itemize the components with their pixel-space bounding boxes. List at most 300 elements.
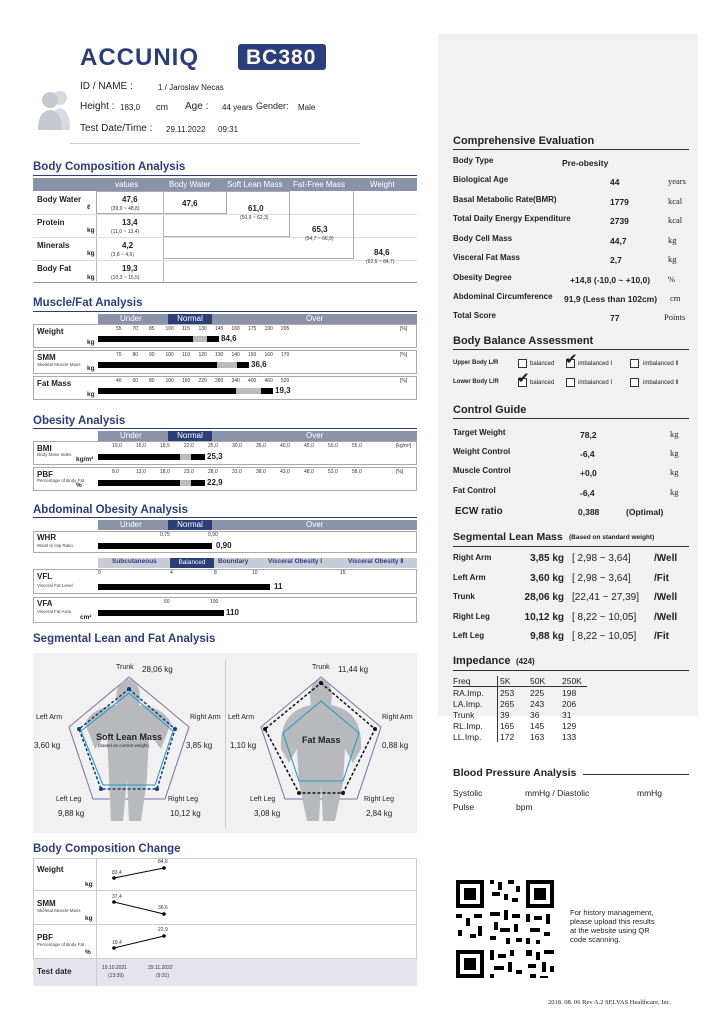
ob-bmi-scale-6: 35,0 xyxy=(256,443,266,449)
vfl-sub: Visceral Fat Level xyxy=(37,583,73,588)
mf-smm-scale-9: 160 xyxy=(264,352,273,358)
qr-text-2: please upload this results xyxy=(570,917,655,926)
mf-smm-scale-6: 130 xyxy=(215,352,224,358)
mf-smm-pct: [%] xyxy=(400,352,408,358)
control-label-3: Fat Control xyxy=(453,486,496,495)
ob-bmi-scale-3: 22,0 xyxy=(184,443,194,449)
lower-balanced-label: balanced xyxy=(530,380,555,386)
imp-cell-2-1: 39 xyxy=(500,710,510,720)
ob-pbf-scale-8: 48,0 xyxy=(304,469,314,475)
fat-trunk-label: Trunk xyxy=(312,664,330,671)
lean-right-arm-label: Right Arm xyxy=(190,714,221,721)
bc-row-water-label: Body Water xyxy=(37,195,82,204)
mf-fat-mass-bar-end xyxy=(261,388,273,394)
mf-weight-unit: kg xyxy=(87,339,95,346)
ob-pbf-scale-unit: [%] xyxy=(396,469,404,475)
eval-label-7: Abdominal Circumference xyxy=(453,292,553,301)
mf-smm-scale-10: 170 xyxy=(281,352,290,358)
eval-label-8: Total Score xyxy=(453,311,496,320)
vfl-tick-15: 15 xyxy=(340,570,346,576)
balance-upper-label: Upper Body L/R xyxy=(453,360,499,366)
vfl-h-vo1: Visceral Obesity Ⅰ xyxy=(268,558,323,565)
mf-fat-mass-scale-1: 60 xyxy=(132,378,139,384)
mf-weight-pct: [%] xyxy=(400,326,408,332)
mf-weight-scale-8: 175 xyxy=(248,326,257,332)
height-label: Height : xyxy=(80,101,115,112)
eval-value-6: +14,8 (-10,0 ~ +10,0) xyxy=(570,275,651,285)
seglean-label-1: Left Arm xyxy=(453,573,486,582)
change-title: Body Composition Change xyxy=(33,843,181,855)
ob-pbf-scale-1: 13,0 xyxy=(136,469,146,475)
body-comp-grid xyxy=(33,191,417,283)
ob-bmi-scale-unit: [kg/m²] xyxy=(396,443,412,449)
mf-weight-scale-0: 55 xyxy=(116,326,122,332)
ob-bmi-scale-2: 18,5 xyxy=(160,443,170,449)
eval-label-1: Biological Age xyxy=(453,175,509,184)
eval-unit-5: kg xyxy=(668,254,677,264)
eval-label-2: Basal Metabolic Rate(BMR) xyxy=(453,195,557,204)
control-label-2: Muscle Control xyxy=(453,466,511,475)
ob-bmi-value: 25,3 xyxy=(207,452,223,461)
mf-fat-mass-scale-6: 280 xyxy=(215,378,224,384)
gender-label: Gender: xyxy=(256,101,289,111)
seglean-label-2: Trunk xyxy=(453,592,475,601)
obesity-title: Obesity Analysis xyxy=(33,415,126,427)
vfl-bar xyxy=(98,584,270,590)
imp-cell-4-1: 172 xyxy=(500,732,515,742)
bc-row-protein-unit: kg xyxy=(87,227,95,234)
control-value-1: -6,4 xyxy=(580,449,595,459)
impedance-title: Impedance xyxy=(453,655,511,667)
mf-fat-mass-pct: [%] xyxy=(400,378,408,384)
mf-smm-scale-5: 120 xyxy=(198,352,207,358)
ob-pbf-bar-end xyxy=(191,480,205,486)
control-unit-3: kg xyxy=(670,487,679,497)
col-slm: Soft Lean Mass xyxy=(227,180,283,189)
mf-weight-scale-7: 160 xyxy=(231,326,240,332)
imp-cell-4-0: LL.Imp. xyxy=(453,732,482,742)
brand-logo: ACCUNIQ xyxy=(80,44,199,71)
eval-unit-1: years xyxy=(668,176,686,186)
eval-value-5: 2,7 xyxy=(610,255,622,265)
fat-left-leg-label: Left Leg xyxy=(250,796,276,803)
date-label: Test Date/Time : xyxy=(80,123,153,134)
imp-cell-1-1: 265 xyxy=(500,699,515,709)
chg-pbf-label: PBF xyxy=(37,933,53,942)
body-comp-rule xyxy=(33,175,417,176)
bp-mmhg2: mmHg xyxy=(637,788,663,798)
change-divider-2 xyxy=(33,924,417,925)
lean-left-leg-label: Left Leg xyxy=(56,796,82,803)
mf-smm-scale-4: 110 xyxy=(182,352,190,358)
vfl-value: 11 xyxy=(274,582,283,591)
qr-code-icon xyxy=(450,874,560,984)
bp-bpm: bpm xyxy=(516,802,533,812)
control-label-1: Weight Control xyxy=(453,447,511,456)
chg-smm-v1: 37,4 xyxy=(112,894,122,900)
mf-weight-scale-9: 190 xyxy=(264,326,273,332)
bc-slm-range: (50,9 ~ 62,3) xyxy=(240,215,269,221)
mf-smm-unit: kg xyxy=(87,365,95,372)
chg-smm-unit: kg xyxy=(85,915,93,922)
lean-left-arm-value: 3,60 kg xyxy=(34,741,61,750)
lean-trunk-label: Trunk xyxy=(116,664,134,671)
ob-bmi-scale-4: 25,0 xyxy=(208,443,218,449)
fat-right-arm-label: Right Arm xyxy=(382,714,413,721)
lean-center-label: Soft Lean Mass xyxy=(96,732,163,742)
obesity-rule xyxy=(33,428,417,429)
bc-ffm: 65,3 xyxy=(312,225,328,234)
mf-fat-mass-label: Fat Mass xyxy=(37,379,72,388)
imp-cell-3-2: 145 xyxy=(530,721,545,731)
eval-unit-7: cm xyxy=(670,293,681,303)
vfl-tick-4: 4 xyxy=(170,570,173,576)
impedance-col-rule xyxy=(497,676,498,742)
mf-fat-mass-scale-2: 80 xyxy=(149,378,155,384)
control-unit-2: kg xyxy=(670,467,679,477)
ob-bmi-sub: Body Mass Index xyxy=(37,452,72,457)
seglean-status-0: /Well xyxy=(654,553,678,564)
muscle-fat-header xyxy=(98,314,417,324)
mf-fat-mass-scale-3: 100 xyxy=(165,378,174,384)
muscle-fat-rule xyxy=(33,311,417,312)
ob-pbf-scale-9: 53,0 xyxy=(328,469,338,475)
mf-smm-value: 36,6 xyxy=(251,360,267,369)
mf-weight-value: 84,6 xyxy=(221,334,237,343)
seglean-label-3: Right Leg xyxy=(453,612,490,621)
ob-pbf-unit: % xyxy=(76,482,82,489)
avatar-icon xyxy=(36,86,72,130)
bc-row-protein-range: (11,0 ~ 13,4) xyxy=(111,229,140,235)
ob-pbf-scale-3: 23,0 xyxy=(184,469,194,475)
seglean-label-0: Right Arm xyxy=(453,553,492,562)
eval-value-0: Pre-obesity xyxy=(562,158,609,168)
bc-ffm-range: (54,7 ~ 66,9) xyxy=(305,236,334,242)
ab-over: Over xyxy=(306,520,324,529)
eval-unit-8: Points xyxy=(664,312,686,322)
seg-lean-title: Segmental Lean Mass xyxy=(453,531,563,543)
vfl-label: VFL xyxy=(37,572,53,581)
evaluation-rule xyxy=(453,149,689,150)
change-t1: (13:39) xyxy=(108,973,124,979)
eval-value-3: 2739 xyxy=(610,216,629,226)
mf-smm-bar xyxy=(98,362,217,368)
seglean-status-1: /Fit xyxy=(654,573,669,584)
fat-right-leg-value: 2,84 kg xyxy=(366,809,393,818)
ecw-value: 0,388 xyxy=(578,507,600,517)
ob-bmi-unit: kg/m² xyxy=(76,456,94,463)
vfa-sub: Visceral Fat Area xyxy=(37,609,72,614)
col-body-water: Body Water xyxy=(169,180,211,189)
mf-smm-scale-7: 140 xyxy=(231,352,240,358)
mf-weight-scale-1: 70 xyxy=(132,326,139,332)
mf-normal: Normal xyxy=(168,314,212,324)
mf-smm-sub: Skeletal Muscle Mass xyxy=(37,362,81,367)
mf-fat-mass-value: 19,3 xyxy=(275,386,291,395)
bc-slm: 61,0 xyxy=(248,204,264,213)
vfl-tick-0: 0 xyxy=(98,570,101,576)
bc-row-minerals-value: 4,2 xyxy=(122,241,134,250)
mf-smm-bar-end xyxy=(237,362,249,368)
bp-rule xyxy=(583,774,689,775)
mf-weight-bar-end xyxy=(207,336,219,342)
eval-label-0: Body Type xyxy=(453,156,494,165)
control-rule xyxy=(453,418,689,419)
ob-over: Over xyxy=(306,431,324,440)
ob-pbf-sub: Percentage of Body Fat xyxy=(37,478,85,483)
age-label: Age : xyxy=(185,101,209,112)
bp-pulse: Pulse xyxy=(453,802,475,812)
mf-weight-scale-5: 130 xyxy=(198,326,207,332)
ob-bmi-scale-10: 55,0 xyxy=(352,443,362,449)
mf-smm-label: SMM xyxy=(37,353,56,362)
footer: 2018. 08. 06 Rev A.2 SELVAS Healthcare, Inc. xyxy=(548,999,672,1006)
seglean-label-4: Left Leg xyxy=(453,631,485,640)
qr-text-1: For history management, xyxy=(570,908,654,917)
eval-label-3: Total Daily Energy Expenditure xyxy=(453,214,571,223)
whr-bar xyxy=(98,543,212,549)
seglean-range-1: [ 2,98 ~ 3,64] xyxy=(572,573,631,584)
mf-fat-mass-scale-8: 400 xyxy=(248,378,257,384)
control-value-0: 78,2 xyxy=(580,430,597,440)
change-divider-1 xyxy=(33,890,417,891)
imp-cell-4-3: 133 xyxy=(562,732,577,742)
balance-rule xyxy=(453,349,689,350)
bc-body-water: 47,6 xyxy=(182,199,198,208)
ab-under: Under xyxy=(120,520,142,529)
ob-bmi-bar-end xyxy=(191,454,205,460)
mf-over: Over xyxy=(306,314,324,323)
col-values: values xyxy=(115,180,139,189)
seglean-range-4: [ 8,22 ~ 10,05] xyxy=(572,631,637,642)
mf-weight-scale-10: 205 xyxy=(281,326,290,332)
height-unit: cm xyxy=(156,102,168,112)
lower-imbalanced1-checkbox xyxy=(566,378,575,387)
imp-cell-2-3: 31 xyxy=(562,710,572,720)
seglean-value-0: 3,85 kg xyxy=(530,553,564,564)
seglean-status-3: /Well xyxy=(654,612,678,623)
change-d2: 29.11.2022 xyxy=(148,965,173,971)
ecw-status: (Optimal) xyxy=(626,507,664,517)
vfl-h-vo2: Visceral Obesity Ⅱ xyxy=(348,558,404,565)
seg-lean-subtitle: (Based on standard weight) xyxy=(569,534,655,541)
eval-label-6: Obesity Degree xyxy=(453,273,512,282)
muscle-fat-title: Muscle/Fat Analysis xyxy=(33,297,143,309)
control-label-0: Target Weight xyxy=(453,428,506,437)
bc-row-fat-label: Body Fat xyxy=(37,264,72,273)
vfl-row xyxy=(33,569,417,594)
ob-pbf-scale-5: 33,0 xyxy=(232,469,242,475)
seglean-range-2: [22,41 ~ 27,39] xyxy=(572,592,640,603)
bc-weight-range: (62,6 ~ 84,7) xyxy=(366,259,395,265)
mf-fat-mass-scale-0: 40 xyxy=(116,378,122,384)
body-comp-title: Body Composition Analysis xyxy=(33,161,186,173)
control-value-2: +0,0 xyxy=(580,468,597,478)
imp-cell-2-0: Trunk xyxy=(453,710,475,720)
seg-lean-rule xyxy=(453,546,689,547)
control-value-3: -6,4 xyxy=(580,488,595,498)
ob-bmi-label: BMI xyxy=(37,444,52,453)
mf-fat-mass-scale-9: 460 xyxy=(264,378,273,384)
mf-smm-scale-8: 150 xyxy=(248,352,257,358)
bc-row-fat-value: 19,3 xyxy=(122,264,138,273)
imp-cell-1-2: 243 xyxy=(530,699,545,709)
whr-tick1: 0,75 xyxy=(160,532,170,538)
mf-weight-scale-4: 115 xyxy=(182,326,190,332)
imp-cell-0-1: 253 xyxy=(500,688,515,698)
seglean-value-1: 3,60 kg xyxy=(530,573,564,584)
chg-smm-label: SMM xyxy=(37,899,56,908)
change-d1: 19.10.2021 xyxy=(102,965,128,971)
mf-weight-scale-6: 145 xyxy=(215,326,224,332)
vfl-h-boundary: Boundary xyxy=(218,558,249,565)
mf-fat-mass-scale-10: 520 xyxy=(281,378,290,384)
fat-left-leg-value: 3,08 kg xyxy=(254,809,281,818)
imp-header-3: 250K xyxy=(562,676,582,686)
lower-imbalanced1-label: imbalanced Ⅰ xyxy=(578,380,613,386)
seglean-value-3: 10,12 kg xyxy=(524,612,564,623)
ab-normal: Normal xyxy=(168,520,212,530)
chg-weight-label: Weight xyxy=(37,865,64,874)
segmental-title: Segmental Lean and Fat Analysis xyxy=(33,633,216,645)
col-ffm: Fat-Free Mass xyxy=(293,180,346,189)
mf-smm-scale-0: 70 xyxy=(116,352,122,358)
lean-right-leg-label: Right Leg xyxy=(168,796,198,803)
abdominal-rule xyxy=(33,517,417,518)
bc-row-water-unit: ℓ xyxy=(87,204,91,211)
vfl-tick-8: 8 xyxy=(214,570,217,576)
id-label: ID / NAME : xyxy=(80,81,133,92)
eval-label-5: Visceral Fat Mass xyxy=(453,253,521,262)
vfa-unit: cm² xyxy=(80,614,92,621)
eval-unit-3: kcal xyxy=(668,215,683,225)
eval-value-7: 91,9 (Less than 102cm) xyxy=(564,294,658,304)
lean-trunk-value: 28,06 kg xyxy=(142,665,173,674)
imp-cell-4-2: 163 xyxy=(530,732,545,742)
mf-weight-scale-2: 85 xyxy=(149,326,155,332)
change-date-band xyxy=(33,959,417,986)
eval-unit-4: kg xyxy=(668,235,677,245)
chg-weight-line xyxy=(104,860,184,892)
evaluation-title: Comprehensive Evaluation xyxy=(453,135,595,147)
ob-bmi-scale-8: 45,0 xyxy=(304,443,314,449)
mf-weight-scale-3: 100 xyxy=(165,326,174,332)
bp-mmhg1: mmHg / Diastolic xyxy=(525,788,590,798)
imp-cell-2-2: 36 xyxy=(530,710,540,720)
whr-tick2: 0,90 xyxy=(208,532,218,538)
ob-pbf-scale-10: 58,0 xyxy=(352,469,362,475)
lower-imbalanced2-checkbox xyxy=(630,378,639,387)
upper-check-mark: ✔ xyxy=(565,351,578,368)
mf-fat-mass-scale-7: 340 xyxy=(231,378,240,384)
fat-right-leg-label: Right Leg xyxy=(364,796,394,803)
control-unit-1: kg xyxy=(670,448,679,458)
chg-pbf-v2: 22,9 xyxy=(158,927,168,933)
gender-value: Male xyxy=(298,103,316,112)
id-value: 1 / Jaroslav Necas xyxy=(158,83,224,92)
eval-value-1: 44 xyxy=(610,177,620,187)
change-col-sep xyxy=(96,858,97,986)
bc-row-minerals-range: (3,8 ~ 4,6) xyxy=(111,252,134,258)
date-value: 29.11.2022 xyxy=(166,125,206,134)
qr-text-3: at the website using QR xyxy=(570,926,650,935)
vfa-tick1: 50 xyxy=(164,599,170,605)
ob-pbf-scale-7: 43,0 xyxy=(280,469,290,475)
bc-row-protein-value: 13,4 xyxy=(122,218,138,227)
height-value: 183,0 xyxy=(120,103,141,112)
upper-balanced-label: balanced xyxy=(530,361,555,367)
chg-weight-unit: kg xyxy=(85,881,93,888)
upper-imbalanced2-checkbox xyxy=(630,359,639,368)
age-value: 44 years xyxy=(222,103,253,112)
model-name: BC380 xyxy=(246,46,317,69)
abdominal-header xyxy=(98,520,417,530)
vfl-h-balanced: Balanced xyxy=(170,558,214,568)
bc-row-fat-unit: kg xyxy=(87,274,95,281)
header-rule xyxy=(70,143,360,144)
lower-check-mark: ✔ xyxy=(517,370,530,387)
ob-bmi-scale-7: 40,0 xyxy=(280,443,290,449)
ob-bmi-scale-1: 15,0 xyxy=(136,443,146,449)
body-comp-header xyxy=(33,178,417,191)
lower-imbalanced2-label: imbalanced Ⅱ xyxy=(643,380,679,386)
seglean-range-0: [ 2,98 ~ 3,64] xyxy=(572,553,631,564)
ob-pbf-scale-0: 8,0 xyxy=(112,469,119,475)
eval-value-2: 1779 xyxy=(610,197,629,207)
mf-smm-scale-1: 80 xyxy=(132,352,139,358)
imp-cell-1-3: 206 xyxy=(562,699,577,709)
mf-under: Under xyxy=(120,314,142,323)
ob-pbf-scale-4: 28,0 xyxy=(208,469,218,475)
imp-cell-1-0: LA.Imp. xyxy=(453,699,483,709)
seglean-status-2: /Well xyxy=(654,592,678,603)
control-unit-0: kg xyxy=(670,429,679,439)
imp-header-1: 5K xyxy=(500,676,511,686)
chg-pbf-sub: Percentage of Body Fat xyxy=(37,942,85,947)
lean-right-leg-value: 10,12 kg xyxy=(170,809,201,818)
ob-pbf-value: 22,9 xyxy=(207,478,223,487)
chg-weight-v1: 83,4 xyxy=(112,870,122,876)
mf-fat-mass-bar xyxy=(98,388,236,394)
upper-balanced-checkbox xyxy=(518,359,527,368)
whr-value: 0,90 xyxy=(216,541,232,550)
lean-left-leg-value: 9,88 kg xyxy=(58,809,85,818)
ob-normal: Normal xyxy=(168,431,212,441)
mf-smm-scale-3: 100 xyxy=(165,352,174,358)
eval-value-4: 44,7 xyxy=(610,236,627,246)
seglean-status-4: /Fit xyxy=(654,631,669,642)
obesity-header xyxy=(98,431,417,441)
imp-header-0: Freq xyxy=(453,676,471,686)
vfa-label: VFA xyxy=(37,599,53,608)
eval-label-4: Body Cell Mass xyxy=(453,234,513,243)
ob-bmi-scale-0: 10,0 xyxy=(112,443,122,449)
mf-smm-scale-2: 90 xyxy=(149,352,155,358)
chg-smm-sub: Skeletal Muscle Mass xyxy=(37,908,81,913)
imp-cell-3-1: 165 xyxy=(500,721,515,731)
mf-fat-mass-scale-4: 160 xyxy=(182,378,191,384)
chg-pbf-v1: 19,4 xyxy=(112,940,122,946)
upper-imbalanced1-label: imbalanced Ⅰ xyxy=(578,361,613,367)
col-weight: Weight xyxy=(370,180,395,189)
eval-unit-2: kcal xyxy=(668,196,683,206)
qr-text-4: code scanning. xyxy=(570,935,621,944)
seglean-value-2: 28,06 kg xyxy=(524,592,564,603)
eval-value-8: 77 xyxy=(610,313,620,323)
fat-left-arm-label: Left Arm xyxy=(228,714,255,721)
lean-right-arm-value: 3,85 kg xyxy=(186,741,213,750)
chg-weight-v2: 84,6 xyxy=(158,859,168,865)
